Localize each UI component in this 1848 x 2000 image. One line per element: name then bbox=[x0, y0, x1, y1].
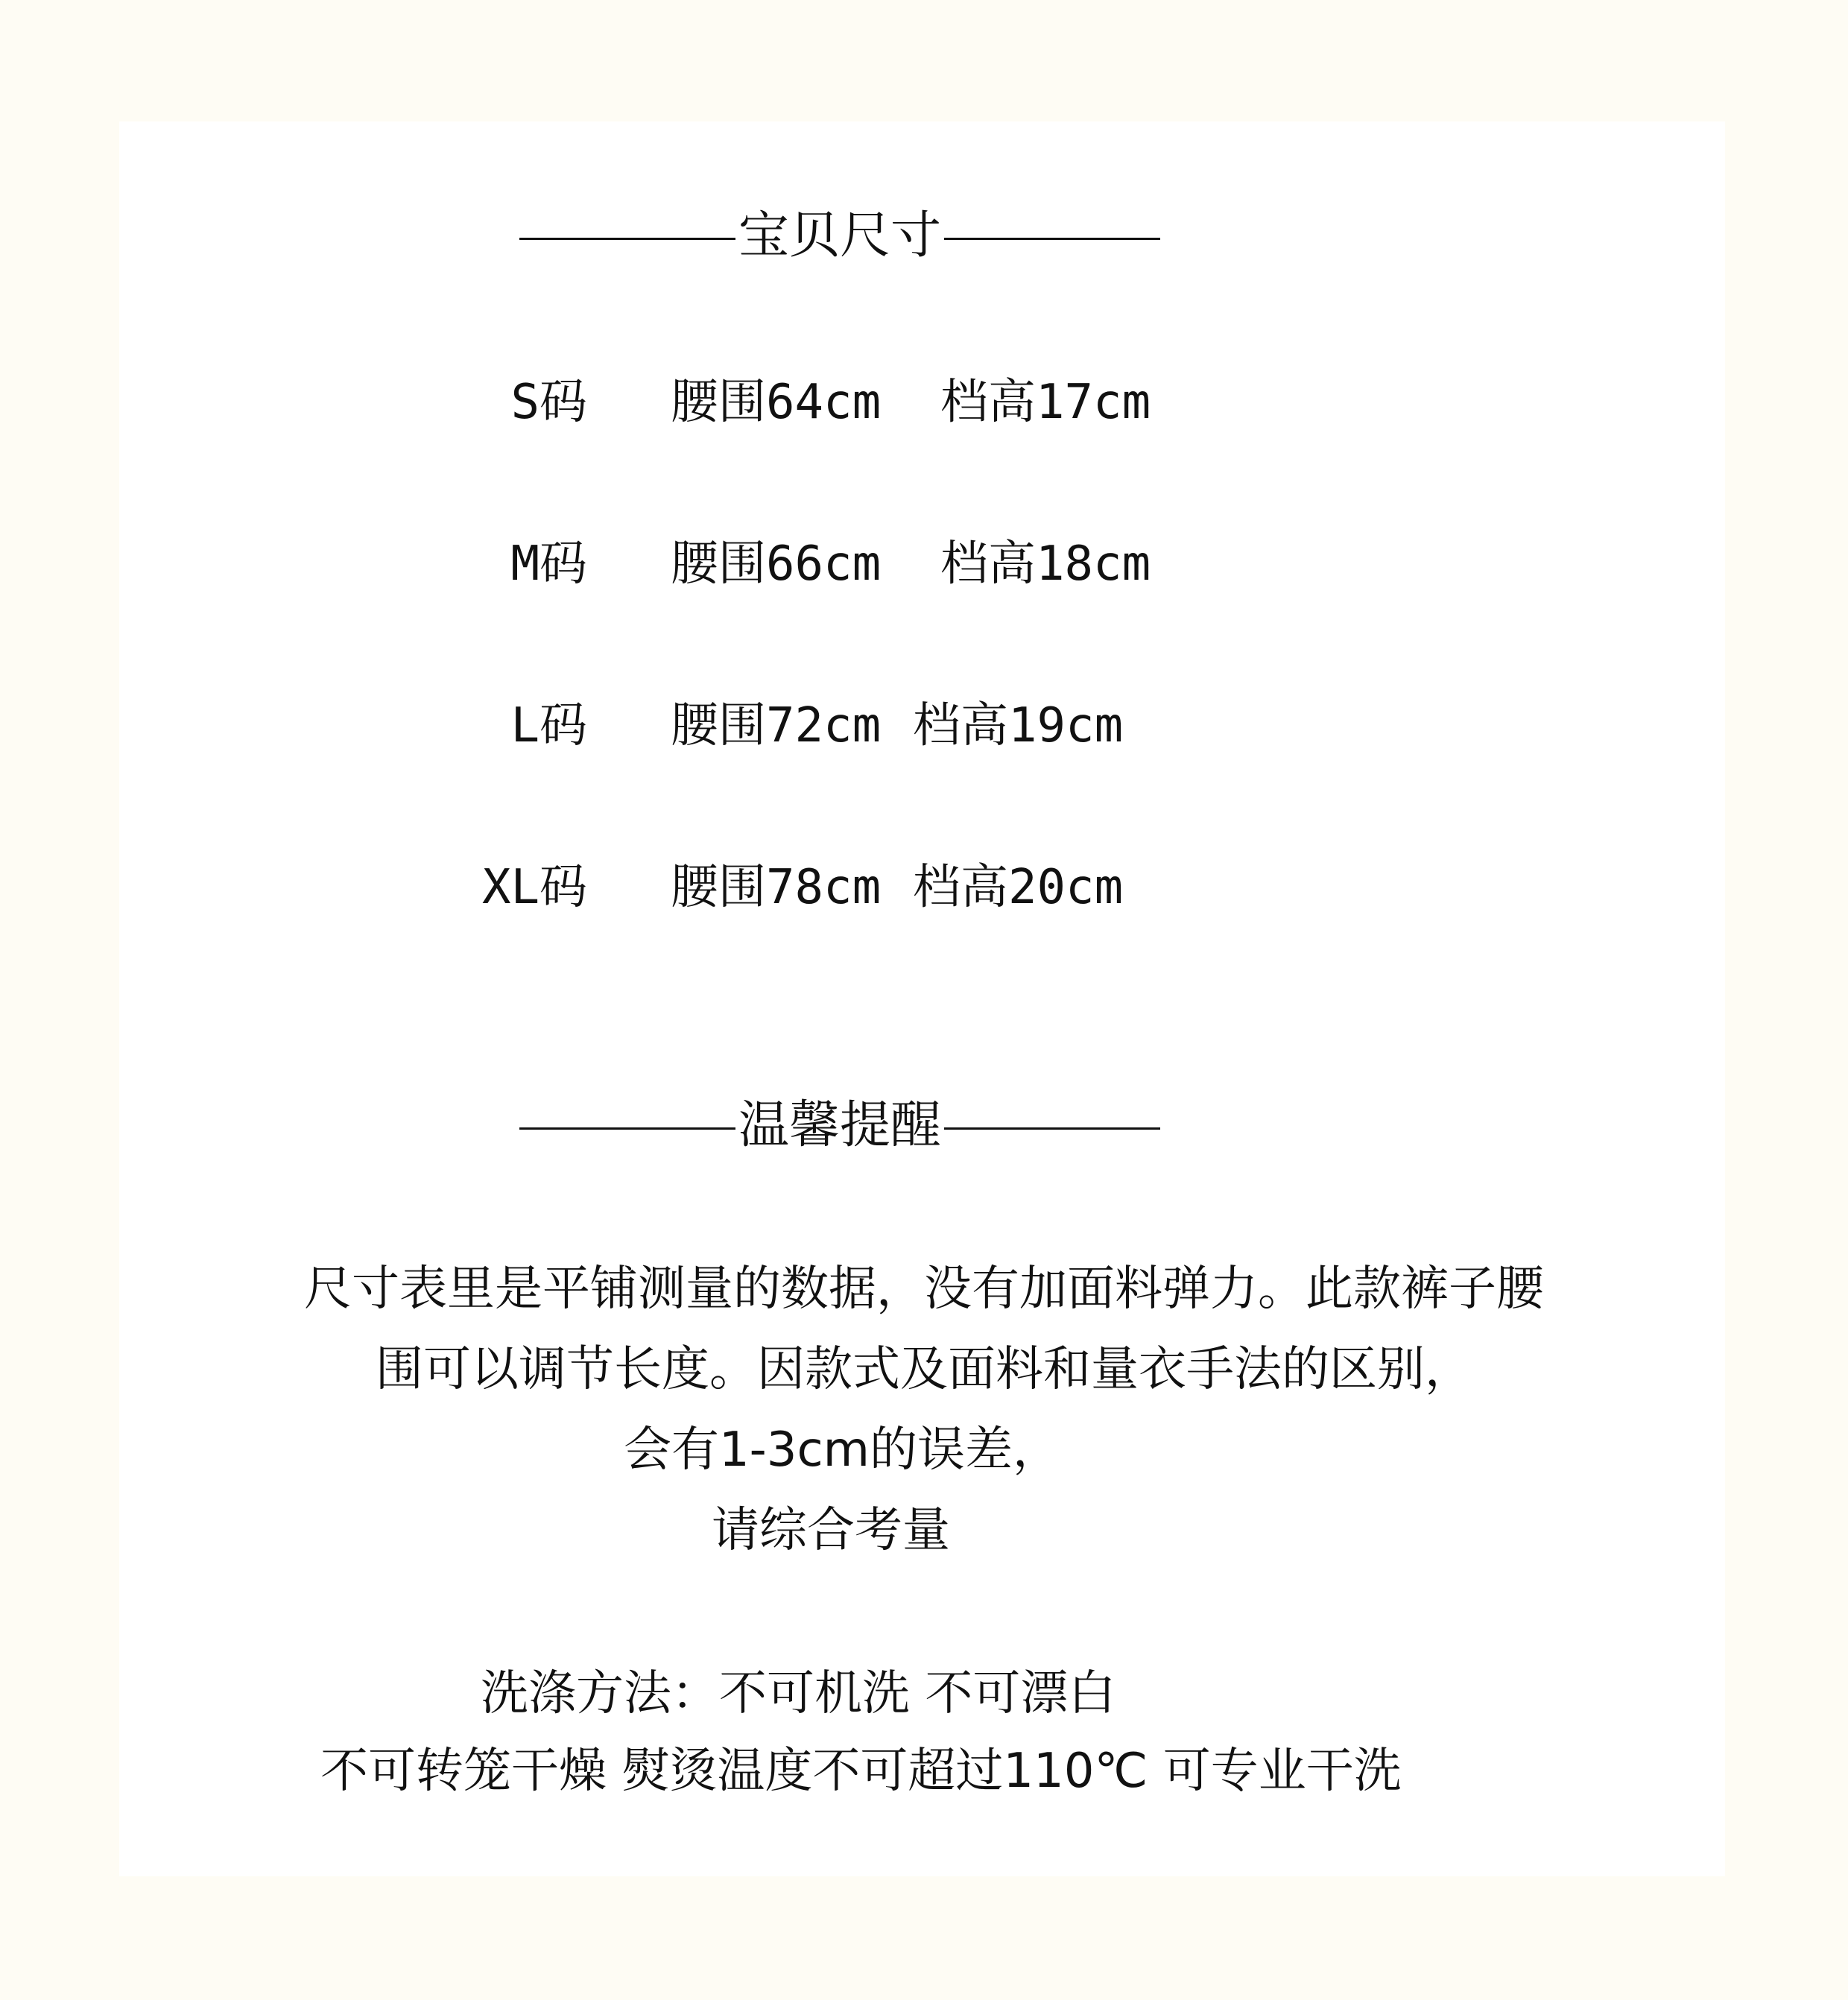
rise-value: 档高17cm bbox=[940, 375, 1151, 430]
size-row-l bbox=[0, 696, 1848, 756]
size-label: S码 bbox=[510, 375, 587, 430]
tips-line: 尺寸表里是平铺测量的数据，没有加面料弹力。此款裤子腰 bbox=[304, 1262, 1544, 1317]
size-row-m bbox=[0, 534, 1848, 594]
tips-line: 请综合考量 bbox=[712, 1503, 950, 1558]
tips-section-heading bbox=[0, 1096, 1764, 1156]
waist-value: 腰围72cm bbox=[671, 698, 882, 753]
size-row-s bbox=[0, 373, 1848, 432]
heading-rule-right bbox=[944, 238, 1160, 240]
tips-line: 会有1-3cm的误差， bbox=[623, 1423, 1061, 1478]
waist-value: 腰围64cm bbox=[671, 375, 882, 430]
waist-value: 腰围78cm bbox=[671, 860, 882, 915]
tips-heading-text: 温馨提醒 bbox=[738, 1096, 941, 1155]
care-line-washing: 洗涤方法：不可机洗 不可漂白 bbox=[481, 1666, 1116, 1721]
rise-value: 档高19cm bbox=[913, 698, 1124, 753]
heading-rule-right bbox=[944, 1127, 1160, 1130]
size-label: L码 bbox=[510, 698, 587, 753]
size-row-xl bbox=[0, 858, 1848, 917]
heading-rule-left bbox=[519, 1127, 735, 1130]
size-label: M码 bbox=[510, 537, 587, 592]
size-label: XL码 bbox=[481, 860, 587, 915]
rise-value: 档高18cm bbox=[940, 537, 1151, 592]
size-heading-text: 宝贝尺寸 bbox=[738, 206, 941, 265]
care-line-drying: 不可转笼干燥 熨烫温度不可超过110℃ 可专业干洗 bbox=[320, 1744, 1402, 1799]
rise-value: 档高20cm bbox=[913, 860, 1124, 915]
heading-rule-left bbox=[519, 238, 735, 240]
size-section-heading bbox=[0, 206, 1764, 266]
tips-line: 围可以调节长度。因款式及面料和量衣手法的区别， bbox=[376, 1342, 1472, 1397]
waist-value: 腰围66cm bbox=[671, 537, 882, 592]
